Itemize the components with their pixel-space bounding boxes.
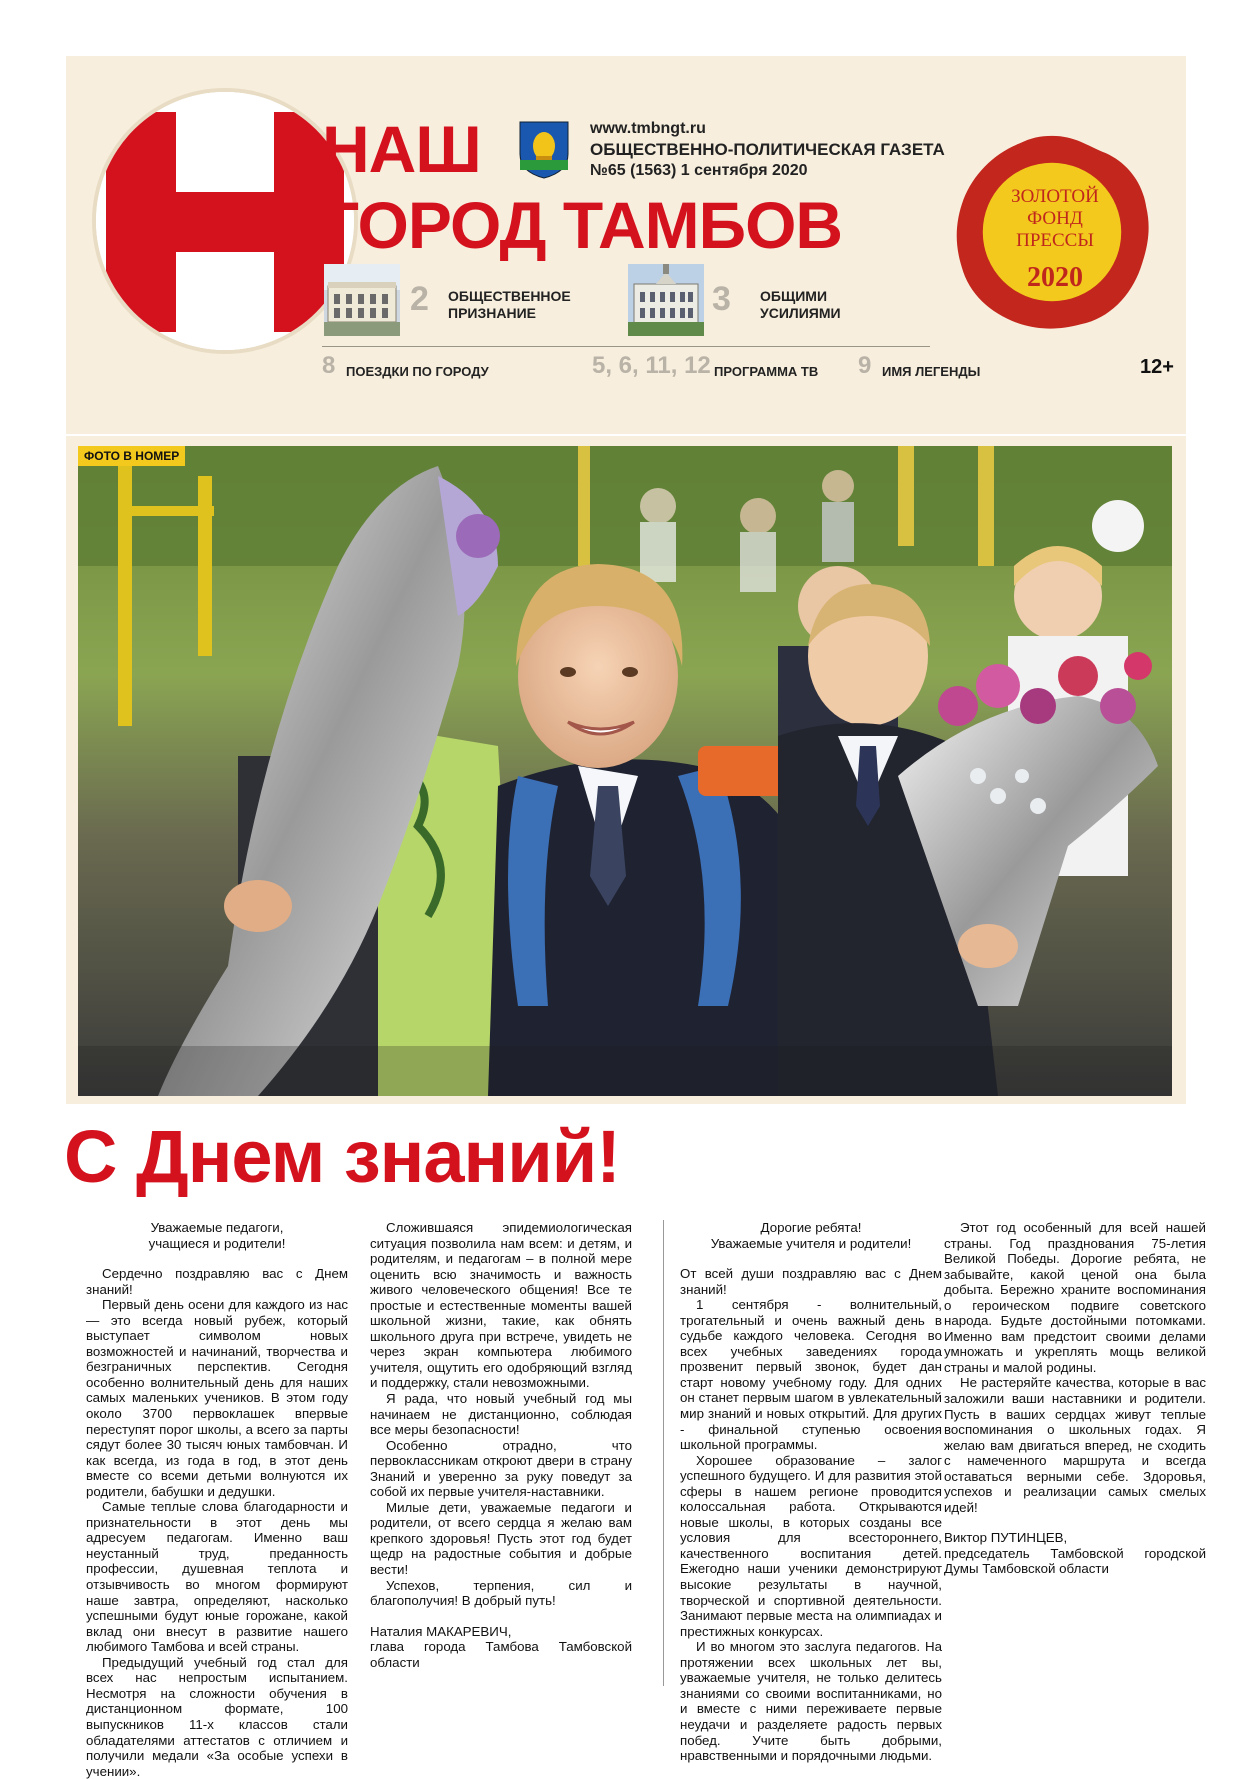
masthead-divider: [322, 346, 930, 347]
seal-year: 2020: [1027, 262, 1083, 293]
signature-name: Наталия МАКАРЕВИЧ,: [370, 1623, 512, 1639]
paragraph: Я рада, что новый учебный год мы начинаем не дистанционно, соблюдая все меры безопасности!: [370, 1391, 632, 1438]
signature-title: председатель Тамбовской городской Думы Тамбовской области: [944, 1545, 1206, 1577]
newspaper-logo: [96, 92, 354, 350]
nav-page-number: 9: [858, 352, 872, 379]
greeting-line: Уважаемые педагоги,: [150, 1220, 284, 1235]
teaser-label-line: ОБЩИМИ: [760, 288, 828, 304]
website-url: www.tmbngt.ru: [590, 120, 706, 137]
coat-of-arms-icon: [518, 120, 570, 180]
teaser-page-number: 3: [712, 280, 731, 318]
nav-page-number: 8: [322, 352, 336, 379]
teaser-label[interactable]: [448, 288, 571, 322]
article2-column1: [680, 1220, 942, 1764]
photo-badge: ФОТО В НОМЕР: [78, 446, 185, 466]
paragraph: 1 сентября - волнительный, трогательный и очень важный день в судьбе каждого человека. Сегодня во всех учебных заведениях города прозвенит первый звонок, будет дан старт новому учебному году. Для одних он станет первым шагом в увлекательный мир знаний и новых открытий. Для других - финальной ступенью освоения школьной программы.: [680, 1297, 942, 1453]
greeting-line: Уважаемые учителя и родители!: [710, 1235, 912, 1251]
paragraph: Хорошее образование – залог успешного будущего. И для развития этой сферы в нашем регионе проводится колоссальная работа. Открываются новые школы, в которых созданы все условия для всестороннего, качественного воспитания детей. Ежегодно наши ученики демонстрируют высокие результаты в научной, творческой и спортивной деятельности. Занимают первые места на олимпиадах и престижных конкурсах.: [680, 1452, 942, 1639]
article2-column2: [944, 1220, 1206, 1577]
article1-column1: [86, 1220, 348, 1779]
paragraph: Этот год особенный для всей нашей страны. Год празднования 75-летия Великой Победы. Дорогие ребята, не забывайте, какой ценой она была добыта. Бережно храните воспоминания о героическом подвиге советского народа. Будьте достойными потомками. Именно вам предстоит своими делами умножать и укреплять мощь великой страны и малой родины.: [944, 1220, 1206, 1375]
seal-text: ЗОЛОТОЙ ФОНД ПРЕССЫ: [1011, 186, 1099, 251]
article1-column2: [370, 1220, 632, 1670]
paragraph: Первый день осени для каждого из нас — это всегда новый рубеж, который выступает символом новых возможностей и начинаний, творчества и безграничных перспектив. Сегодня особенно волнительный день для наших самых маленьких учеников. В этом году около 3700 первоклашек впервые переступят порог школы, а всего за парты сядут более 30 тысяч юных тамбовчан. И как всегда, из года в год, в этот день вместе со всеми детьми волнуются их родители, бабушки и дедушки.: [86, 1297, 348, 1499]
greeting-line: учащиеся и родители!: [148, 1235, 286, 1251]
column-divider: [663, 1220, 664, 1686]
newspaper-subtitle: ОБЩЕСТВЕННО-ПОЛИТИЧЕСКАЯ ГАЗЕТА: [590, 140, 945, 159]
teaser-label-line: ОБЩЕСТВЕННОЕ: [448, 288, 571, 304]
teaser-building-image: [324, 264, 400, 336]
teaser-label-line: УСИЛИЯМИ: [760, 305, 841, 321]
newspaper-title-line1: НАШ: [322, 112, 481, 186]
paragraph: Особенно отрадно, что первоклассникам откроют двери в страну Знаний и уверенно за руку поведут за собой их первые учителя-наставники.: [370, 1437, 632, 1500]
nav-label[interactable]: ИМЯ ЛЕГЕНДЫ: [882, 364, 981, 379]
signature-title: глава города Тамбова Тамбовской области: [370, 1639, 632, 1670]
first-day-of-school-photo: [78, 446, 1172, 1096]
paragraph: Не растеряйте качества, которые в вас заложили ваши наставники и родители. Пусть в ваших сердцах живут теплые воспоминания о школьных годах. Я желаю вам двигаться вперед, не сходить с намеченного маршрута и всегда оставаться верными себе. Здоровья, успехов и реализации самых смелых идей!: [944, 1375, 1206, 1515]
paragraph: Самые теплые слова благодарности и признательности в этот день мы адресуем педагогам. Именно ваш неустанный труд, преданность профессии, душевная теплота и отзывчивость во многом формируют наше завтра, определяют, насколько успешными будут юные горожане, какой вклад они внесут в развитие нашего любимого Тамбова и всей страны.: [86, 1499, 348, 1655]
teaser-page-number: 2: [410, 280, 429, 318]
paragraph: Сердечно поздравляю вас с Днем знаний!: [86, 1266, 348, 1297]
age-rating: 12+: [1140, 356, 1174, 378]
teaser-label-line: ПРИЗНАНИЕ: [448, 305, 536, 321]
paragraph: Милые дети, уважаемые педагоги и родители, от всего сердца я желаю вам крепкого здоровья! Пусть этот год будет щедр на радостные события и добрые вести!: [370, 1499, 632, 1578]
paragraph: Предыдущий учебный год стал для всех нас непростым испытанием. Несмотря на сложности обучения в дистанционном формате, 100 выпускников 11-х классов стали обладателями аттестатов с отличием и получили медали «За особые успехи в учении».: [86, 1654, 348, 1779]
nav-label[interactable]: ПОЕЗДКИ ПО ГОРОДУ: [346, 364, 489, 379]
teaser-label[interactable]: [760, 288, 841, 322]
newspaper-title-line2: ГОРОД ТАМБОВ: [322, 188, 843, 262]
teaser-building-image: [628, 264, 704, 336]
greeting-line: Дорогие ребята!: [760, 1220, 862, 1235]
paragraph: От всей души поздравляю вас с Днем знаний!: [680, 1266, 942, 1297]
paragraph: Успехов, терпения, сил и благополучия! В добрый путь!: [370, 1577, 632, 1609]
headline: С Днем знаний!: [64, 1115, 620, 1198]
paragraph: Сложившаяся эпидемиологическая ситуация позволила нам всем: и детям, и родителям, и педагогам – в полной мере оценить всю значимость и важность живого человеческого общения! Все те простые и естественные моменты вашей школьной жизни, такие, как обнять школьного друга при встрече, увидеть не через экран компьютера любимого учителя, ощутить его одобряющий взгляд и поддержку, стали невозможными.: [370, 1220, 632, 1391]
signature-name: Виктор ПУТИНЦЕВ,: [944, 1530, 1068, 1546]
nav-label[interactable]: ПРОГРАММА ТВ: [714, 364, 819, 379]
issue-number-date: №65 (1563) 1 сентября 2020: [590, 162, 808, 179]
nav-page-number: 5, 6, 11, 12: [592, 352, 711, 379]
paragraph: И во многом это заслуга педагогов. На протяжении всех школьных лет вы, уважаемые учителя, не только делитесь знаниями со своими воспитанниками, но и вместе с ними переживаете первые неудачи и разделяете радость первых побед. Учите быть добрыми, нравственными и порядочными людьми.: [680, 1639, 942, 1764]
